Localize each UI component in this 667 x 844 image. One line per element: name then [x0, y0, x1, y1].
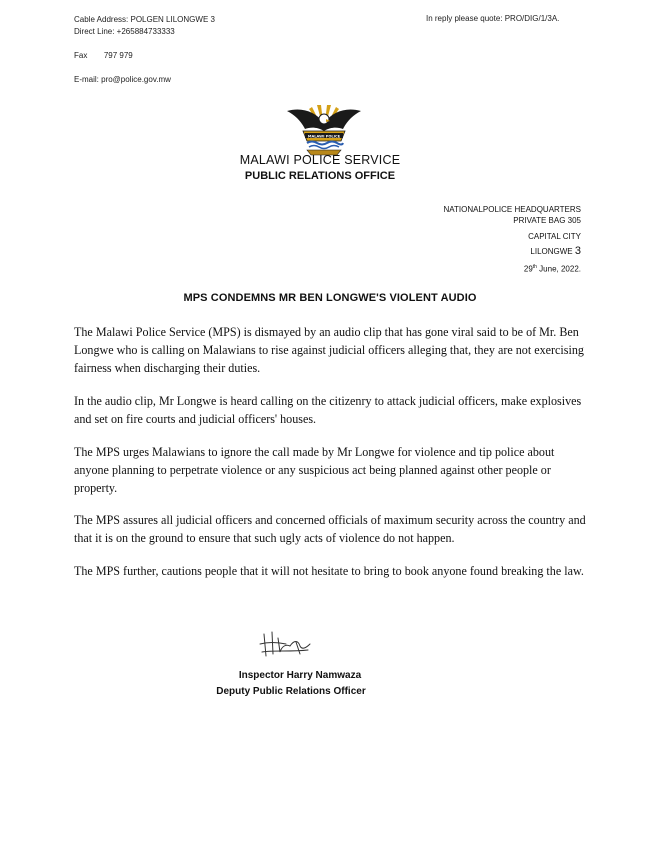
- paragraph-5: The MPS further, cautions people that it will not hesitate to bring to book anyone found breaking the law.: [74, 564, 584, 578]
- paragraph-3: The MPS urges Malawians to ignore the call made by Mr Longwe for violence and tip police about anyone planning to perpetrate violence or any suspicious act being planned against other people or property.: [74, 445, 555, 495]
- address-line-3: CAPITAL CITY: [528, 232, 581, 241]
- paragraph-4: The MPS assures all judicial officers and concerned officials of maximum security across the country and that it is on the ground to ensure that such ugly acts of violence do not happen.: [74, 513, 586, 545]
- address-city: LILONGWE 3: [530, 245, 581, 257]
- svg-text:MALAWI POLICE: MALAWI POLICE: [307, 134, 341, 139]
- address-line-1: NATIONALPOLICE HEADQUARTERS: [443, 205, 581, 214]
- signatory-title: Deputy Public Relations Officer: [216, 686, 366, 697]
- address-line-2: PRIVATE BAG 305: [513, 216, 581, 225]
- fax-number: 797 979: [103, 51, 133, 60]
- police-crest-icon: [281, 97, 367, 159]
- paragraph-2: In the audio clip, Mr Longwe is heard calling on the citizenry to attack judicial officers, make explosives and set on fire courts and judicial officers' houses.: [74, 394, 582, 426]
- paragraph-1: The Malawi Police Service (MPS) is dismayed by an audio clip that has gone viral said to be of Mr. Ben Longwe who is calling on Malawians to rise against judicial officers alleging that, they are not exercising fairness when discharging their duties.: [74, 325, 584, 375]
- signatory-name: Inspector Harry Namwaza: [238, 670, 362, 681]
- fax-line: [74, 50, 215, 62]
- press-release-headline: MPS CONDEMNS MR BEN LONGWE'S VIOLENT AUDIO: [183, 292, 477, 304]
- direct-line: Direct Line: +265884733333: [74, 27, 175, 36]
- fax-label: Fax: [74, 51, 88, 60]
- email-address: E-mail: pro@police.gov.mw: [74, 75, 171, 84]
- organization-office: PUBLIC RELATIONS OFFICE: [244, 170, 396, 182]
- organization-name: MALAWI POLICE SERVICE: [239, 153, 401, 167]
- handwritten-signature-icon: [256, 630, 318, 660]
- reply-quote: In reply please quote: PRO/DIG/1/3A.: [426, 14, 560, 23]
- letter-date: 29th June, 2022.: [523, 264, 581, 274]
- cable-address: Cable Address: POLGEN LILONGWE 3: [74, 15, 215, 24]
- letterhead-contacts: [74, 14, 215, 86]
